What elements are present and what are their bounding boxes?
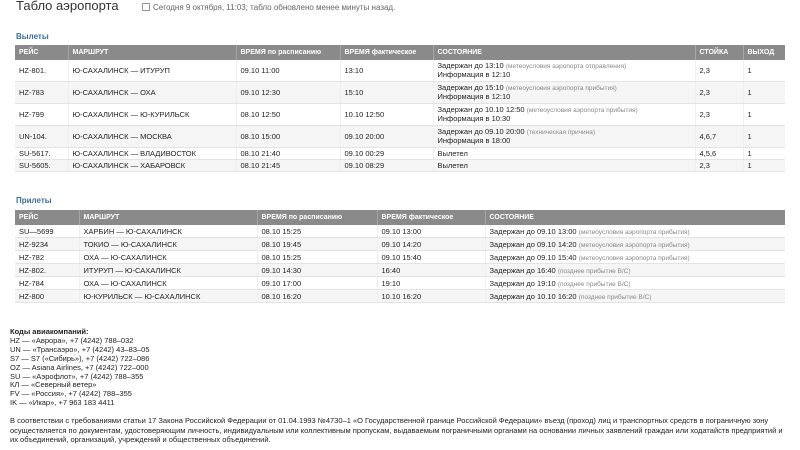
actual-time: 10.10 16:20	[377, 290, 485, 303]
arrivals-header-row	[15, 210, 785, 225]
airline-code-item: SU — «Аэрофлот», +7 (4242) 788–355	[10, 371, 144, 381]
departure-row	[15, 82, 785, 104]
status-note: (метеоусловия аэропорта отправления)	[505, 63, 627, 70]
status-info: Информация в 12:10	[437, 92, 511, 101]
airline-code-item: HZ — «Аврора», +7 (4242) 788–032	[10, 335, 134, 345]
departure-row	[15, 126, 785, 148]
status-note: (позднее прибытие В/С)	[557, 280, 631, 288]
status-text: Задержан до 09.10 20:00	[437, 127, 525, 136]
col-route: МАРШРУТ	[68, 45, 236, 60]
arrival-row	[15, 290, 785, 303]
actual-time: 15:10	[340, 82, 433, 104]
status-note: (метеоусловия аэропорта прибытия)	[526, 107, 638, 114]
status-note: (метеоусловия аэропорта прибытия)	[505, 85, 617, 92]
arrival-row	[15, 251, 785, 264]
status-note: (техническая причина)	[526, 129, 596, 136]
route: ИТУРУП — Ю-САХАЛИНСК	[79, 264, 257, 277]
counter: 4,5,6	[695, 148, 743, 160]
status	[485, 238, 785, 251]
actual-time: 09.10 08:29	[340, 160, 433, 172]
counter: 2,3	[695, 82, 743, 104]
route: ОХА — Ю-САХАЛИНСК	[79, 251, 257, 264]
scheduled-time: 08.10 15:25	[257, 251, 377, 264]
scheduled-time: 09.10 12:30	[236, 82, 340, 104]
flight-number: HZ-802.	[15, 264, 79, 277]
route: ТОКИО — Ю-САХАЛИНСК	[79, 238, 257, 251]
route: Ю-САХАЛИНСК — ОХА	[68, 82, 236, 104]
gate: 1	[743, 104, 785, 126]
status	[485, 264, 785, 277]
airline-code-item: КЛ — «Северный ветер»	[10, 380, 97, 390]
actual-time: 10.10 12:50	[340, 104, 433, 126]
scheduled-time: 09.10 17:00	[257, 277, 377, 290]
status	[433, 60, 695, 82]
departures-table	[15, 45, 785, 172]
airline-codes-title: Коды авиакомпаний:	[10, 327, 89, 336]
counter: 2,3	[695, 60, 743, 82]
status-text: Задержан до 15:10	[437, 83, 504, 92]
status	[485, 277, 785, 290]
status	[433, 148, 695, 160]
departure-row	[15, 104, 785, 126]
gate: 1	[743, 160, 785, 172]
actual-time: 09.10 20:00	[340, 126, 433, 148]
arrival-row	[15, 238, 785, 251]
flight-number: SU-5617.	[15, 148, 68, 160]
actual-time: 19:10	[377, 277, 485, 290]
flight-number: HZ-801.	[15, 60, 68, 82]
update-status-text: Сегодня 9 октября, 11:03; табло обновлено менее минуты назад.	[153, 3, 396, 12]
status-note: (позднее прибытие В/С)	[557, 267, 631, 275]
status	[433, 82, 695, 104]
page-title: Табло аэропорта	[16, 0, 119, 13]
gate: 1	[743, 148, 785, 160]
flight-number: HZ-784	[15, 277, 79, 290]
col-scheduled: ВРЕМЯ по расписанию	[257, 210, 377, 225]
flight-number: HZ-799	[15, 104, 68, 126]
actual-time: 16:40	[377, 264, 485, 277]
scheduled-time: 08.10 15:00	[236, 126, 340, 148]
flight-number: UN-104.	[15, 126, 68, 148]
scheduled-time: 08.10 16:20	[257, 290, 377, 303]
arrivals-table	[15, 210, 785, 303]
status-text: Задержан до 16:40	[489, 265, 556, 275]
status-text: Задержан до 09.10 15:40	[489, 252, 577, 262]
gate: 1	[743, 60, 785, 82]
status-info: Информация в 18:00	[437, 136, 511, 145]
flight-number: HZ-9234	[15, 238, 79, 251]
arrivals-title: Прилеты	[16, 196, 52, 205]
status-text: Задержан до 10.10 16:20	[489, 291, 577, 301]
status	[433, 126, 695, 148]
route: Ю-САХАЛИНСК — ИТУРУП	[68, 60, 236, 82]
scheduled-time: 08.10 21:40	[236, 148, 340, 160]
status	[485, 251, 785, 264]
scheduled-time: 08.10 15:25	[257, 225, 377, 238]
arrival-row	[15, 225, 785, 238]
actual-time: 09.10 13:00	[377, 225, 485, 238]
actual-time: 13:10	[340, 60, 433, 82]
status-info: Информация в 10:30	[437, 114, 511, 123]
status	[433, 160, 695, 172]
status-text: Задержан до 10.10 12:50	[437, 105, 525, 114]
status-text: Задержан до 19:10	[489, 278, 556, 288]
col-status: СОСТОЯНИЕ	[433, 45, 695, 60]
departure-row	[15, 160, 785, 172]
col-flight: РЕЙС	[15, 45, 68, 60]
update-status	[142, 3, 395, 12]
gate: 1	[743, 126, 785, 148]
status-note: (метеоусловия аэропорта прибытия)	[578, 228, 690, 236]
col-status: СОСТОЯНИЕ	[485, 210, 785, 225]
departures-header-row	[15, 45, 785, 60]
arrival-row	[15, 264, 785, 277]
status-info: Информация в 12:10	[437, 70, 511, 79]
status	[433, 104, 695, 126]
scheduled-time: 08.10 19:45	[257, 238, 377, 251]
status	[485, 225, 785, 238]
flight-number: HZ-800	[15, 290, 79, 303]
col-gate: ВЫХОД	[743, 45, 785, 60]
flight-number: HZ-782	[15, 251, 79, 264]
scheduled-time: 08.10 21:45	[236, 160, 340, 172]
flight-number: SU—5699	[15, 225, 79, 238]
status	[485, 290, 785, 303]
status-note: (метеоусловия аэропорта прибытия)	[578, 254, 690, 262]
status-note: (позднее прибытие В/С)	[578, 293, 652, 301]
departure-row	[15, 148, 785, 160]
flight-number: HZ-783	[15, 82, 68, 104]
route: Ю-САХАЛИНСК — МОСКВА	[68, 126, 236, 148]
border-zone-notice: В соответствии с требованиями статьи 17 Закона Российской Федерации от 01.04.1993 №4730–1 «О Государственной границе Российской Федерации» въезд (проход) лиц и транспортных средств в пограничную зону осуществляется по документам, удостоверяющим личность, индивидуальным или коллективным пропускам, выдаваемым пограничными органами на основании личных заявлений граждан или ходатайств предприятий и их объединений, организаций, учреждений и общественных объединений.	[10, 416, 783, 444]
route: Ю-САХАЛИНСК — ХАБАРОВСК	[68, 160, 236, 172]
route: Ю-САХАЛИНСК — Ю-КУРИЛЬСК	[68, 104, 236, 126]
departures-title: Вылеты	[16, 32, 49, 41]
airline-codes	[10, 328, 150, 408]
status-text: Задержан до 09.10 13:00	[489, 226, 577, 236]
col-counter: СТОЙКА	[695, 45, 743, 60]
arrival-row	[15, 277, 785, 290]
actual-time: 09.10 00:29	[340, 148, 433, 160]
status-note: (метеоусловия аэропорта прибытия)	[578, 241, 690, 249]
gate: 1	[743, 82, 785, 104]
departure-row	[15, 60, 785, 82]
route: Ю-САХАЛИНСК — ВЛАДИВОСТОК	[68, 148, 236, 160]
page-header	[0, 0, 800, 16]
status-text: Вылетел	[437, 149, 468, 158]
col-flight: РЕЙС	[15, 210, 79, 225]
airline-code-item: FV — «Россия», +7 (4242) 788–355	[10, 389, 132, 399]
status-text: Задержан до 09.10 14:20	[489, 239, 577, 249]
route: Ю-КУРИЛЬСК — Ю-САХАЛИНСК	[79, 290, 257, 303]
scheduled-time: 09.10 11:00	[236, 60, 340, 82]
counter: 2,3	[695, 160, 743, 172]
status-text: Вылетел	[437, 161, 468, 170]
counter: 2,3	[695, 104, 743, 126]
actual-time: 09.10 14:20	[377, 238, 485, 251]
airline-code-item: S7 — S7 («Сибирь»), +7 (4242) 722–086	[10, 353, 150, 363]
col-route: МАРШРУТ	[79, 210, 257, 225]
airline-code-item: UN — «Трансаэро», +7 (4242) 43–83–05	[10, 344, 150, 354]
calendar-icon	[142, 3, 150, 11]
actual-time: 09.10 15:40	[377, 251, 485, 264]
scheduled-time: 08.10 12:50	[236, 104, 340, 126]
status-text: Задержан до 13:10	[437, 61, 504, 70]
route: ХАРБИН — Ю-САХАЛИНСК	[79, 225, 257, 238]
route: ОХА — Ю-САХАЛИНСК	[79, 277, 257, 290]
col-scheduled: ВРЕМЯ по расписанию	[236, 45, 340, 60]
counter: 4,6,7	[695, 126, 743, 148]
col-actual: ВРЕМЯ фактическое	[340, 45, 433, 60]
airline-code-item: OZ — Asiana Airlines, +7 (4242) 722–000	[10, 362, 149, 372]
col-actual: ВРЕМЯ фактическое	[377, 210, 485, 225]
scheduled-time: 09.10 14:30	[257, 264, 377, 277]
flight-number: SU-5605.	[15, 160, 68, 172]
airline-code-item: IK — «Икар», +7 963 183 4411	[10, 398, 115, 408]
